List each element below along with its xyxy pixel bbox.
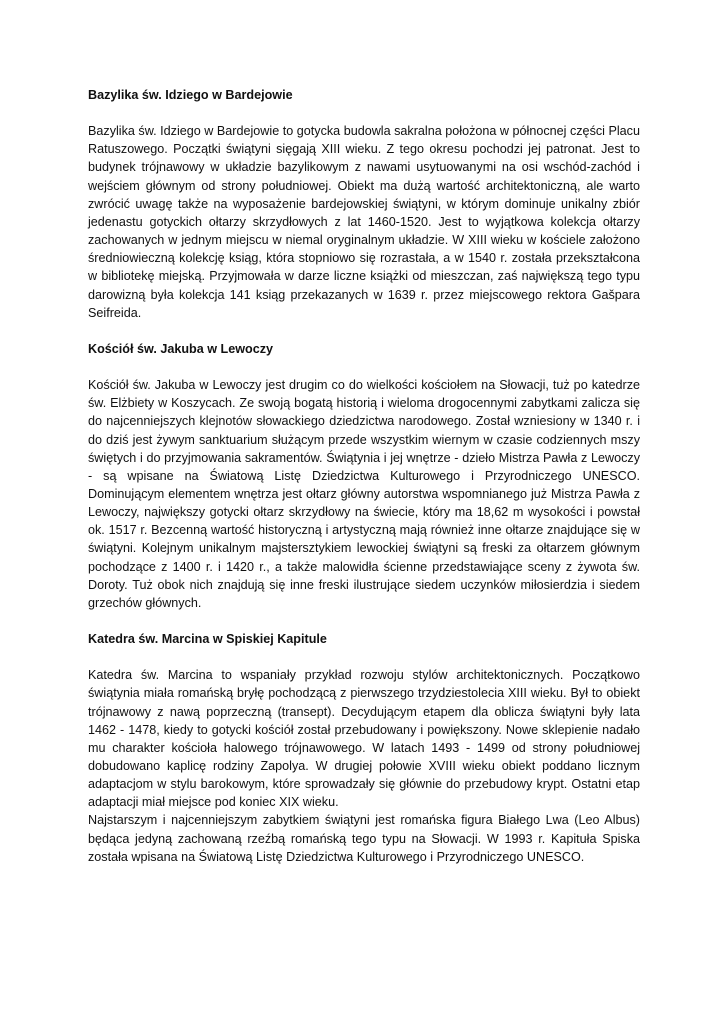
section-paragraph: Bazylika św. Idziego w Bardejowie to gotycka budowla sakralna położona w północnej części Placu Ratuszowego. Początki świątyni sięgają XIII wieku. Z tego okresu pochodzi jej patronat. Jest to budynek trójnawowy w układzie bazylikowym z nawami usytuowanymi na osi wschód-zachód i wejściem głównym od strony południowej. Obiekt ma dużą wartość architektoniczną, ale warto zwrócić uwagę także na wyposażenie bardejowskiej świątyni, w którym dominuje unikalny zbiór jedenastu gotyckich ołtarzy skrzydłowych z lat 1460-1520. Jest to wyjątkowa kolekcja ołtarzy zachowanych w jednym miejscu w niemal oryginalnym układzie. W XIII wieku w kościele założono średniowieczną kolekcję ksiąg, która stopniowo się rozrastała, a w 1540 r. została przekształcona w bibliotekę miejską. Przyjmowała w darze liczne książki od mieszczan, zaś największą tego typu darowizną była kolekcja 141 ksiąg przekazanych w 1639 r. przez miejscowego rektora Gašpara Seifreida. xyxy=(88,124,640,320)
section-spacer xyxy=(88,322,640,340)
section-heading: Bazylika św. Idziego w Bardejowie xyxy=(88,88,293,102)
section-levoca xyxy=(88,340,640,612)
section-spisska-kapitula xyxy=(88,630,640,866)
section-heading: Kościół św. Jakuba w Lewoczy xyxy=(88,341,274,356)
section-heading: Katedra św. Marcina w Spiskiej Kapitule xyxy=(88,632,327,647)
document-page xyxy=(88,86,640,866)
section-bardejov xyxy=(88,86,640,322)
section-paragraph: Najstarszym i najcenniejszym zabytkiem świątyni jest romańska figura Białego Lwa (Leo Albus) będąca jedyną zachowaną rzeźbą romańską tego typu na Słowacji. W 1993 r. Kapituła Spiska została wpisana na Światową Listę Dziedzictwa Kulturowego i Przyrodniczego UNESCO. xyxy=(88,813,640,864)
section-spacer xyxy=(88,612,640,630)
section-paragraph: Kościół św. Jakuba w Lewoczy jest drugim co do wielkości kościołem na Słowacji, tuż po katedrze św. Elżbiety w Koszycach. Ze swoją bogatą historią i wieloma drogocennymi zabytkami zalicza się do najcenniejszych klejnotów słowackiego dziedzictwa narodowego. Został wzniesiony w 1340 r. i do dziś jest żywym sanktuarium służącym przede wszystkim wiernym w czasie codziennych mszy świętych i do przyjmowania sakramentów. Świątynia i jej wnętrze - dzieło Mistrza Pawła z Lewoczy - są wpisane na Światową Listę Dziedzictwa Kulturowego i Przyrodniczego UNESCO. Dominującym elementem wnętrza jest ołtarz główny autorstwa wspomnianego już Mistrza Pawła z Lewoczy, największy gotycki ołtarz skrzydłowy na świecie, który ma 18,62 m wysokości i powstał ok. 1517 r. Bezcenną wartość historyczną i artystyczną mają również inne ołtarze znajdujące się w świątyni. Kolejnym unikalnym majstersztykiem lewockiej świątyni są freski za ołtarzem głównym pochodzące z 1400 r. i 1420 r., a także malowidła ścienne przedstawiające sceny z żywota św. Doroty. Tuż obok nich znajdują się inne freski ilustrujące siedem uczynków miłosierdzia i siedem grzechów głównych. xyxy=(88,378,640,610)
section-paragraph: Katedra św. Marcina to wspaniały przykład rozwoju stylów architektonicznych. Początkowo świątynia miała romańską bryłę pochodzącą z pierwszego trzydziestolecia XIII wieku. Był to obiekt trójnawowy z nawą poprzeczną (transept). Decydującym etapem dla oblicza świątyni były lata 1462 - 1478, kiedy to gotycki kościół został przebudowany i powiększony. Nowe sklepienie nadało mu charakter kościoła halowego trójnawowego. W latach 1493 - 1499 od strony południowej dobudowano kaplicę rodziny Zapolya. W drugiej połowie XVIII wieku obiekt poddano licznym adaptacjom w stylu barokowym, które sprowadzały się głównie do przebudowy krypt. Ostatni etap adaptacji miał miejsce pod koniec XIX wieku. xyxy=(88,668,640,810)
